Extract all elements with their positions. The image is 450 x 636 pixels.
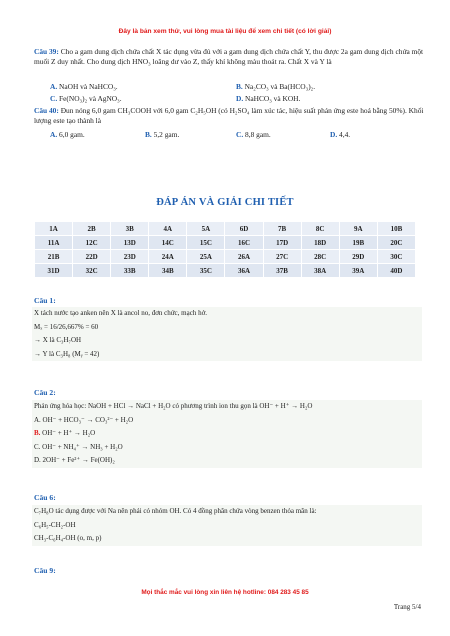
option-a: A. 6,0 gam. xyxy=(50,130,85,139)
solution-line: → X là C₃H₇OH xyxy=(34,336,82,344)
option-d: D. NaHCO₃ và KOH. xyxy=(236,94,301,103)
solution-9-heading: Câu 9: xyxy=(34,566,56,575)
question-number: Câu 40: xyxy=(34,106,59,115)
solution-1-heading: Câu 1: xyxy=(34,296,56,305)
answer-row xyxy=(35,236,416,250)
answer-cell: 5A xyxy=(187,222,225,236)
answer-cell: 2B xyxy=(73,222,111,236)
answer-cell: 24A xyxy=(149,250,187,264)
answer-cell: 1A xyxy=(35,222,73,236)
answer-row xyxy=(35,264,416,278)
solution-1-body xyxy=(32,307,422,361)
question-text: Cho a gam dung dịch chứa chất X tác dụng vừa đủ với a gam dung dịch chứa chất Y, thu được 2a gam dung dịch chứa một muối Z duy nhất. Cho dung dịch HNO₃ loãng dư vào Z, thấy khí không màu thoát ra. Chất X và Y là xyxy=(34,47,424,66)
answer-cell: 21B xyxy=(35,250,73,264)
answer-cell: 30C xyxy=(377,250,415,264)
solution-line: D. 2OH⁻ + Fe²⁺ → Fe(OH)₂ xyxy=(34,456,115,464)
solution-line: C₇H₈O tác dụng được với Na nên phải có nhóm OH. Có 4 đồng phân chứa vòng benzen thỏa mãn là: xyxy=(34,507,317,515)
solution-line: Phản ứng hóa học: NaOH + HCl → NaCl + H₂O có phương trình ion thu gọn là OH⁻ + H⁺ → H₂O xyxy=(34,402,313,410)
answer-cell: 8C xyxy=(301,222,339,236)
answer-cell: 37B xyxy=(263,264,301,278)
answer-cell: 27C xyxy=(263,250,301,264)
solution-line: B. OH⁻ + H⁺ → H₂O xyxy=(34,429,96,437)
preview-banner: Đây là bản xem thử, vui lòng mua tài liệu để xem chi tiết (có lời giải) xyxy=(118,28,332,35)
solution-line: A. OH⁻ + HCO₃⁻ → CO₃²⁻ + H₂O xyxy=(34,415,134,424)
question-text: Đun nóng 6,0 gam CH₃COOH với 6,0 gam C₂H₅OH (có H₂SO₄ làm xúc tác, hiệu suất phản ứng este hoá bằng 50%). Khối lượng este tạo thành là xyxy=(34,106,424,125)
answer-cell: 28C xyxy=(301,250,339,264)
section-title: ĐÁP ÁN VÀ GIẢI CHI TIẾT xyxy=(156,197,294,208)
option-b: B. Na₂CO₃ và Ba(HCO₃)₂. xyxy=(236,82,316,91)
solution-line: C. OH⁻ + NH₄⁺ → NH₃ + H₂O xyxy=(34,442,123,451)
option-a: A. NaOH và NaHCO₃. xyxy=(50,82,118,91)
answer-cell: 19B xyxy=(339,236,377,250)
option-b: B. 5,2 gam. xyxy=(145,130,180,139)
answer-cell: 12C xyxy=(73,236,111,250)
answer-cell: 16C xyxy=(225,236,263,250)
answer-cell: 25A xyxy=(187,250,225,264)
solution-line: X tách nước tạo anken nên X là ancol no, đơn chức, mạch hở. xyxy=(34,309,208,317)
answer-cell: 23D xyxy=(111,250,149,264)
answer-row xyxy=(35,250,416,264)
solution-line: C₆H₅-CH₂-OH xyxy=(34,520,76,529)
answer-cell: 3B xyxy=(111,222,149,236)
solution-2-heading: Câu 2: xyxy=(34,388,56,397)
answer-cell: 15C xyxy=(187,236,225,250)
option-c: C. 8,8 gam. xyxy=(236,130,271,139)
answer-cell: 32C xyxy=(73,264,111,278)
answer-cell: 14C xyxy=(149,236,187,250)
question-number: Câu 39: xyxy=(34,47,59,56)
correct-option-letter: B. xyxy=(34,429,41,437)
answer-cell: 17D xyxy=(263,236,301,250)
option-c: C. Fe(NO₃)₂ và AgNO₃. xyxy=(50,94,122,103)
answer-cell: 10B xyxy=(377,222,415,236)
answer-cell: 7B xyxy=(263,222,301,236)
answer-cell: 13D xyxy=(111,236,149,250)
solution-6-body xyxy=(32,505,422,546)
answer-key-table xyxy=(34,221,416,278)
answer-cell: 33B xyxy=(111,264,149,278)
answer-cell: 9A xyxy=(339,222,377,236)
answer-cell: 38A xyxy=(301,264,339,278)
answer-cell: 39A xyxy=(339,264,377,278)
option-d: D. 4,4. xyxy=(330,130,351,139)
question-40 xyxy=(34,106,424,125)
answer-cell: 6D xyxy=(225,222,263,236)
answer-cell: 31D xyxy=(35,264,73,278)
answer-cell: 35C xyxy=(187,264,225,278)
question-39 xyxy=(34,47,424,66)
solution-line: → Y là C₃H₈ (Mᵧ = 42) xyxy=(34,349,100,358)
answer-cell: 26A xyxy=(225,250,263,264)
solution-line: Mₓ = 16/26,667% = 60 xyxy=(34,322,99,331)
answer-cell: 40D xyxy=(377,264,415,278)
answer-cell: 22D xyxy=(73,250,111,264)
answer-cell: 29D xyxy=(339,250,377,264)
solution-6-heading: Câu 6: xyxy=(34,493,56,502)
answer-cell: 20C xyxy=(377,236,415,250)
page-number: Trang 5/4 xyxy=(393,603,421,611)
answer-cell: 4A xyxy=(149,222,187,236)
answer-cell: 18D xyxy=(301,236,339,250)
answer-cell: 34B xyxy=(149,264,187,278)
solution-line: CH₃-C₆H₄-OH (o, m, p) xyxy=(34,534,102,542)
solution-2-body xyxy=(32,400,422,468)
answer-cell: 11A xyxy=(35,236,73,250)
answer-row xyxy=(35,222,416,236)
hotline-footer: Mọi thắc mắc vui lòng xin liên hệ hotline: 084 283 45 85 xyxy=(141,589,309,596)
answer-cell: 36A xyxy=(225,264,263,278)
